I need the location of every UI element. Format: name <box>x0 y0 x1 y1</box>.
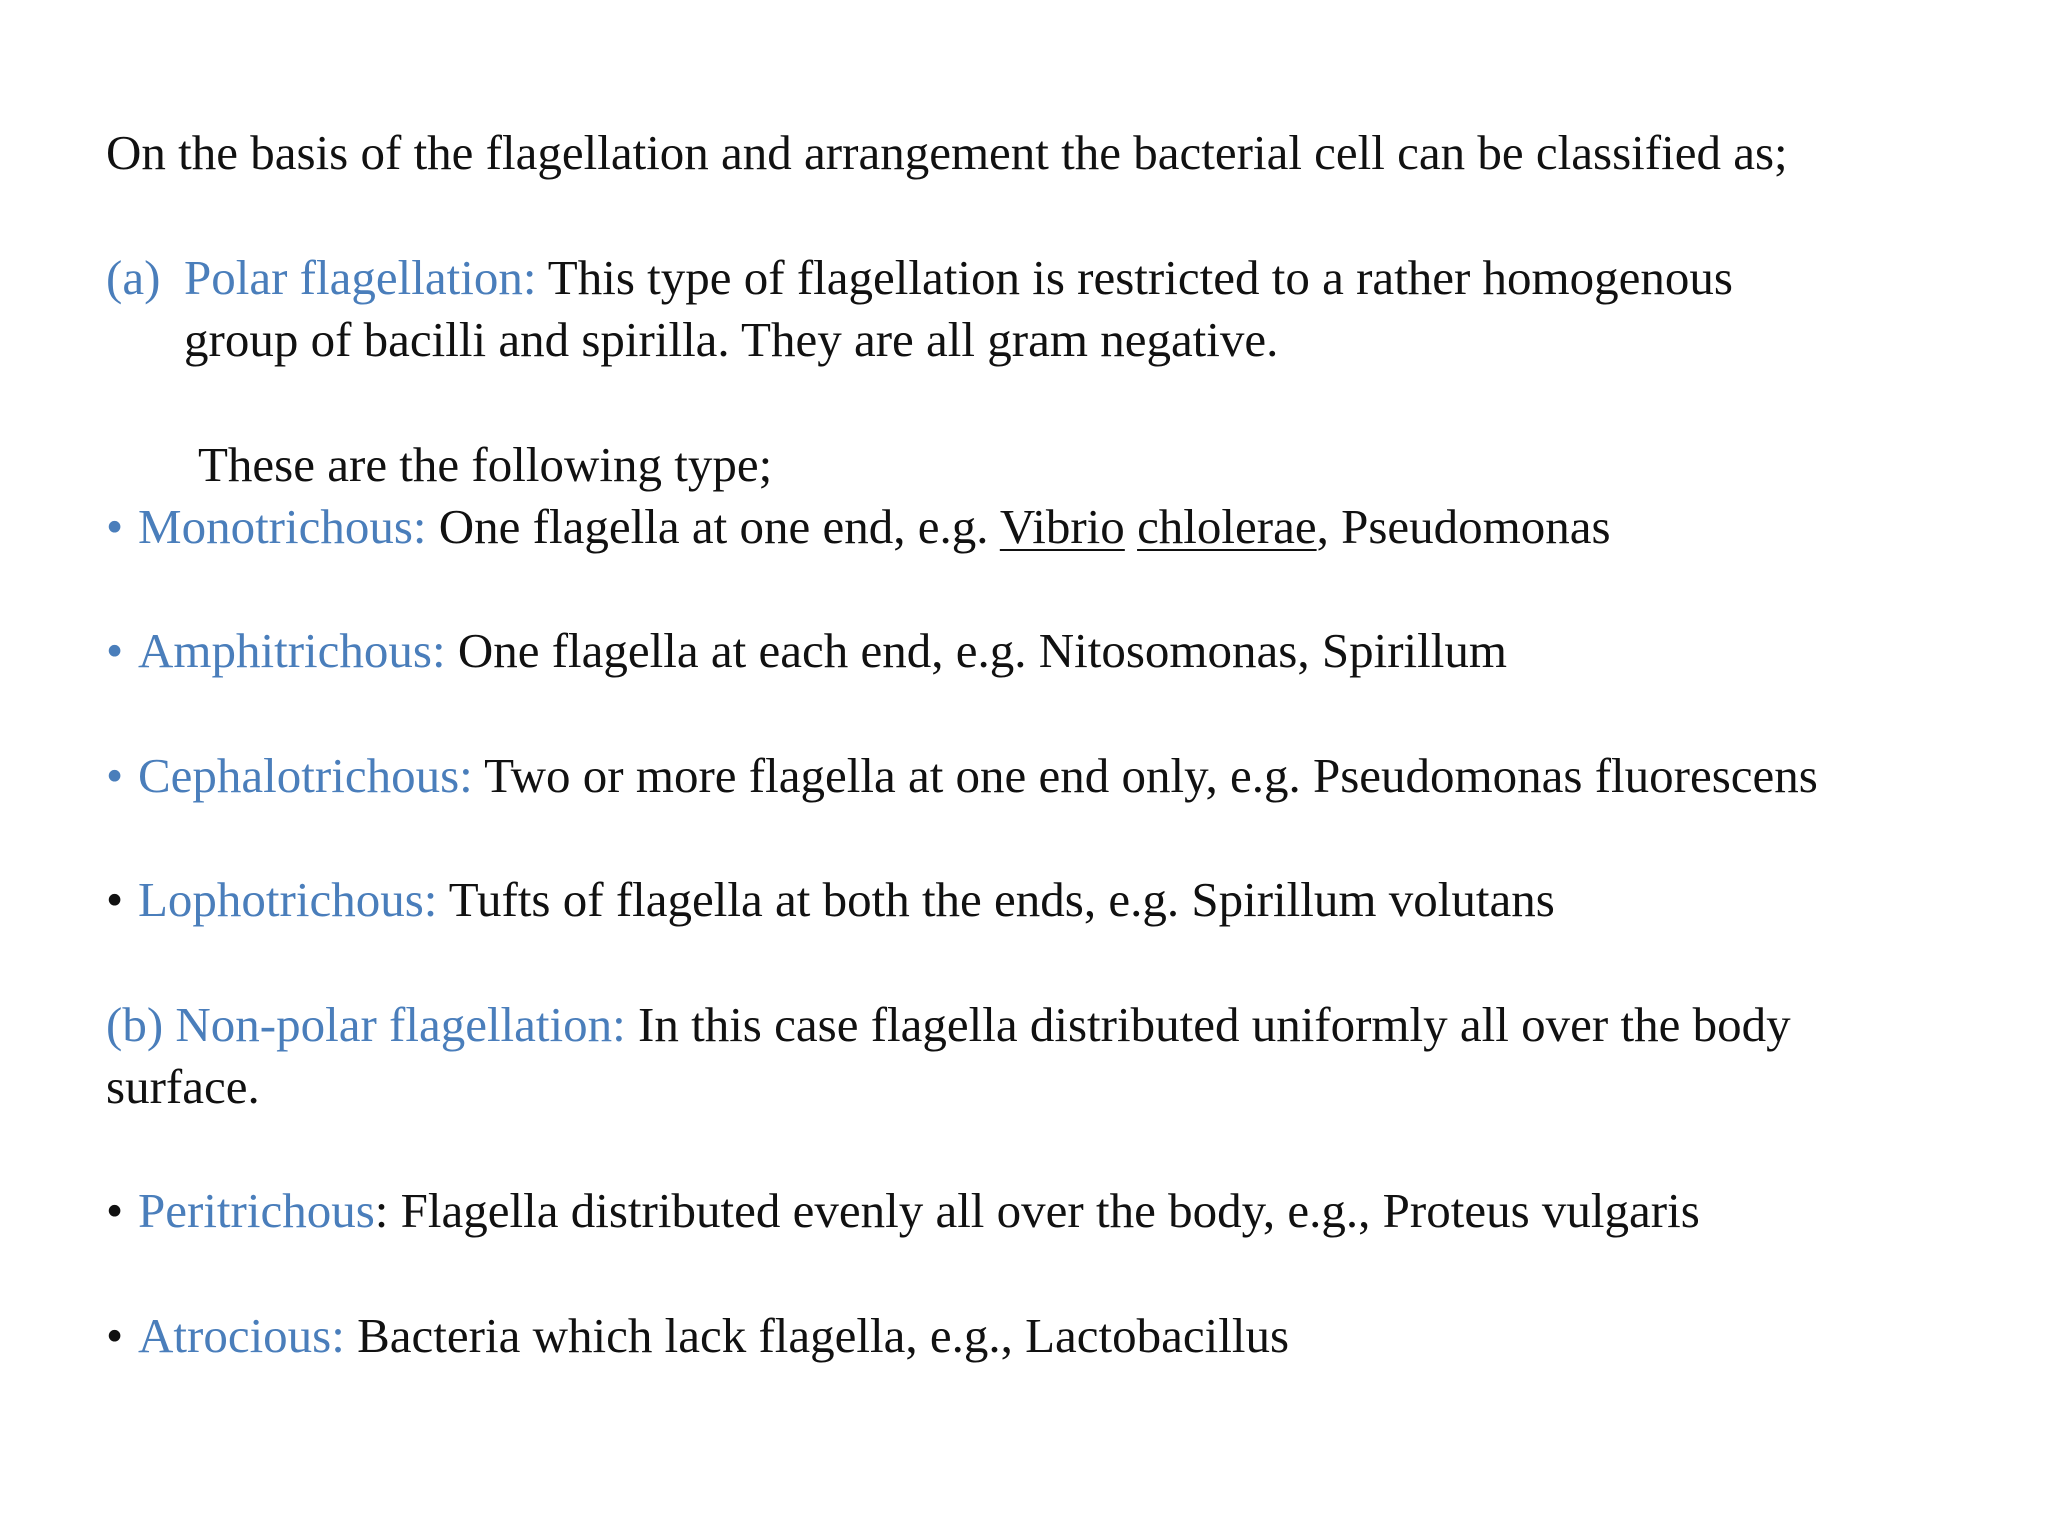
monotrichous-text: One flagella at one end, e.g. <box>426 499 1000 554</box>
list-item-monotrichous <box>106 496 1611 558</box>
amphitrichous-term: Amphitrichous: <box>138 623 446 678</box>
bullet-icon: • <box>106 748 124 803</box>
list-item-amphitrichous <box>106 620 1507 682</box>
monotrichous-example-genus: Vibrio <box>999 499 1125 554</box>
nonpolar-continuation-line <box>106 1056 260 1118</box>
lophotrichous-text: Tufts of flagella at both the ends, e.g. Spirillum volutans <box>437 872 1555 927</box>
types-intro-text: These are the following type; <box>198 437 773 492</box>
peritrichous-term: Peritrichous <box>138 1183 375 1238</box>
list-item-peritrichous <box>106 1180 1700 1242</box>
monotrichous-tail: , Pseudomonas <box>1316 499 1611 554</box>
cephalotrichous-text: Two or more flagella at one end only, e.g. Pseudomonas fluorescens <box>472 748 1818 803</box>
nonpolar-text-line1: In this case flagella distributed uniformly all over the body <box>625 997 1791 1052</box>
nonpolar-text-line2: surface. <box>106 1059 260 1114</box>
bullet-icon: • <box>106 1183 124 1238</box>
types-intro-line <box>198 434 772 496</box>
intro-text: On the basis of the flagellation and arrangement the bacterial cell can be classified as; <box>106 125 1788 180</box>
polar-text-line2: group of bacilli and spirilla. They are all gram negative. <box>184 312 1279 367</box>
cephalotrichous-term: Cephalotrichous: <box>138 748 473 803</box>
bullet-icon: • <box>106 872 124 927</box>
bullet-icon: • <box>106 499 124 554</box>
list-item-lophotrichous <box>106 869 1555 931</box>
amphitrichous-text: One flagella at each end, e.g. Nitosomonas, Spirillum <box>445 623 1507 678</box>
atrocious-term: Atrocious: <box>138 1308 345 1363</box>
lophotrichous-term: Lophotrichous: <box>138 872 438 927</box>
monotrichous-term: Monotrichous: <box>138 499 427 554</box>
polar-text-line1: This type of flagellation is restricted to a rather homogenous <box>536 250 1733 305</box>
peritrichous-text: : Flagella distributed evenly all over the body, e.g., Proteus vulgaris <box>374 1183 1700 1238</box>
list-item-atrocious <box>106 1305 1289 1367</box>
polar-marker: (a) <box>106 250 161 305</box>
atrocious-text: Bacteria which lack flagella, e.g., Lactobacillus <box>344 1308 1290 1363</box>
polar-heading-line <box>106 247 1733 309</box>
polar-continuation-line <box>184 309 1278 371</box>
bullet-icon: • <box>106 1308 124 1363</box>
list-item-cephalotrichous <box>106 745 1818 807</box>
monotrichous-example-sep <box>1125 499 1137 554</box>
monotrichous-example-species: chlolerae <box>1137 499 1317 554</box>
polar-term: Polar flagellation: <box>184 250 537 305</box>
nonpolar-heading-line <box>106 994 1791 1056</box>
nonpolar-term: (b) Non-polar flagellation: <box>106 997 626 1052</box>
bullet-icon: • <box>106 623 124 678</box>
intro-line <box>106 122 1788 184</box>
